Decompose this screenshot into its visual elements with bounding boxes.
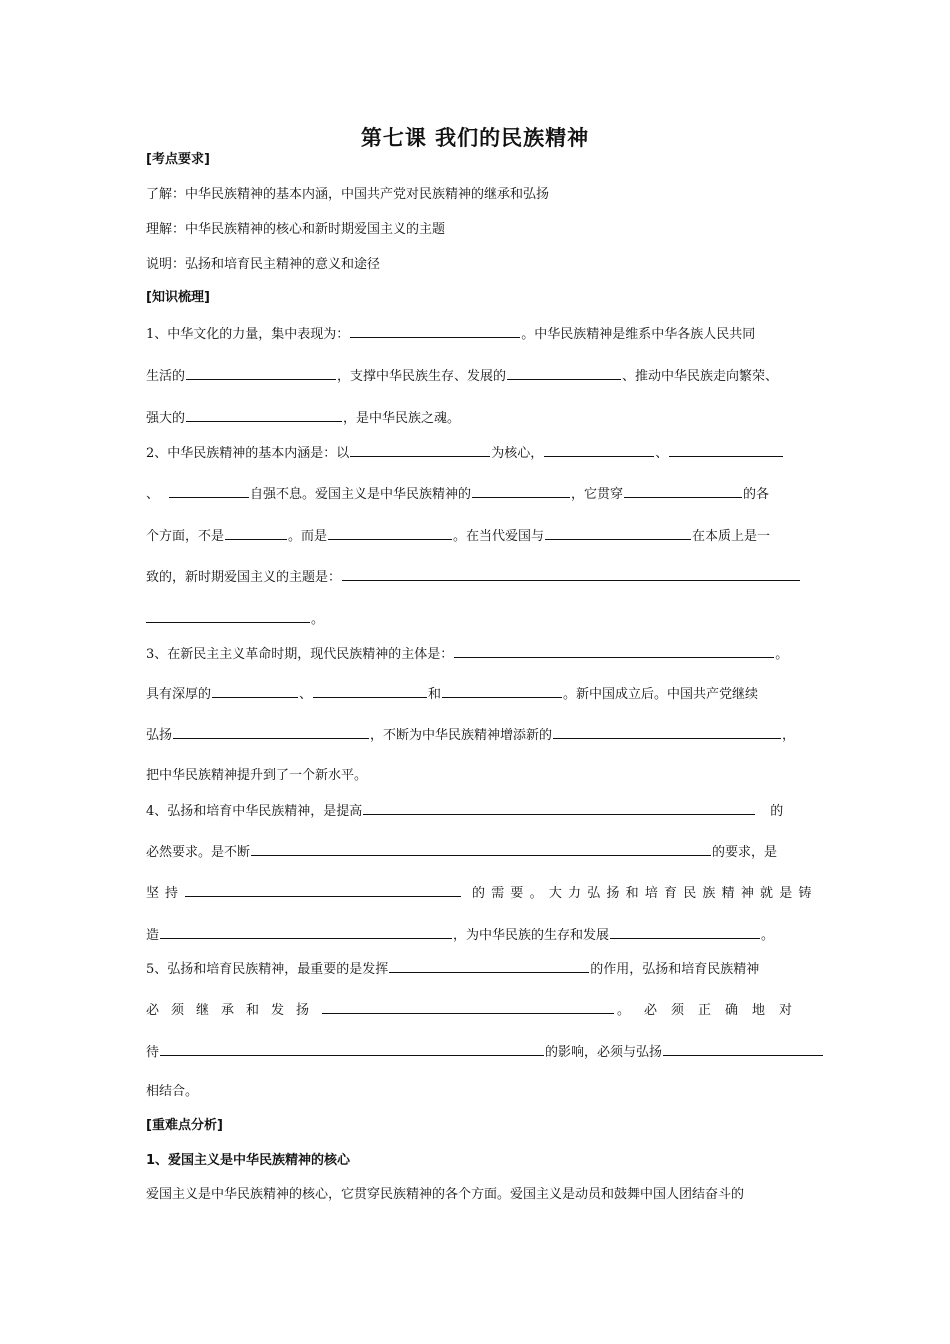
- q1-line-1: [146, 324, 755, 342]
- q3-line-3: [146, 725, 795, 743]
- text: ，不断为中华民族精神增添新的: [370, 728, 553, 743]
- blank[interactable]: [454, 644, 774, 658]
- blank[interactable]: [544, 443, 654, 457]
- requirement-comprehend: 理解：中华民族精神的核心和新时期爱国主义的主题: [146, 222, 446, 237]
- text: 、推动中华民族走向繁荣、: [622, 369, 779, 384]
- text: 。: [311, 612, 325, 627]
- q4-line-2: [146, 842, 777, 860]
- blank[interactable]: [322, 1000, 614, 1014]
- q4-line-1: [146, 801, 783, 819]
- blank[interactable]: [669, 443, 783, 457]
- text: 的影响，必须与弘扬: [545, 1045, 663, 1060]
- text: ，为中华民族的生存和发展: [453, 928, 610, 943]
- blank[interactable]: [185, 883, 461, 897]
- text: 、: [299, 687, 313, 702]
- text: ，是中华民族之魂。: [343, 411, 461, 426]
- text: ，: [782, 728, 796, 743]
- q3-line-1: [146, 644, 788, 662]
- blank[interactable]: [389, 959, 589, 973]
- q2-line-2: [146, 484, 769, 502]
- blank[interactable]: [169, 484, 249, 498]
- text: 。: [761, 928, 775, 943]
- text: 4、弘扬和培育中华民族精神，是提高: [146, 804, 363, 819]
- requirement-understand: 了解：中华民族精神的基本内涵，中国共产党对民族精神的继承和弘扬: [146, 187, 550, 202]
- text: 。在当代爱国与: [453, 529, 545, 544]
- text: 2、中华民族精神的基本内涵是：以: [146, 446, 350, 461]
- blank[interactable]: [350, 324, 520, 338]
- blank[interactable]: [507, 366, 621, 380]
- analysis-heading: 1、爱国主义是中华民族精神的核心: [146, 1153, 351, 1168]
- blank[interactable]: [186, 366, 336, 380]
- blank[interactable]: [146, 609, 310, 623]
- text: 致的，新时期爱国主义的主题是：: [146, 570, 342, 585]
- text: 。而是: [288, 529, 328, 544]
- blank[interactable]: [225, 526, 287, 540]
- blank[interactable]: [363, 801, 755, 815]
- blank[interactable]: [212, 684, 298, 698]
- q2-line-5: [146, 609, 324, 627]
- text: 必然要求。是不断: [146, 845, 251, 860]
- q4-line-3: [146, 883, 818, 901]
- q2-line-3: [146, 526, 770, 544]
- q1-line-3: [146, 408, 460, 426]
- text: 生活的: [146, 369, 186, 384]
- text: 和: [428, 687, 442, 702]
- text: ，支撑中华民族生存、发展的: [337, 369, 507, 384]
- text: 。: [775, 647, 789, 662]
- text: 强大的: [146, 411, 186, 426]
- q5-line-3: [146, 1042, 824, 1060]
- q5-line-1: [146, 959, 759, 977]
- text: 3、在新民主主义革命时期，现代民族精神的主体是：: [146, 647, 454, 662]
- text: 造: [146, 928, 160, 943]
- blank[interactable]: [328, 526, 452, 540]
- text: 、: [655, 446, 669, 461]
- q4-line-4: [146, 925, 774, 943]
- text: 1、中华文化的力量，集中表现为：: [146, 327, 350, 342]
- text: 在本质上是一: [692, 529, 771, 544]
- blank[interactable]: [350, 443, 490, 457]
- q1-line-2: [146, 366, 778, 384]
- blank[interactable]: [663, 1042, 823, 1056]
- text: 的各: [743, 487, 770, 502]
- text: 待: [146, 1045, 160, 1060]
- blank[interactable]: [160, 1042, 544, 1056]
- q3-line-2: [146, 684, 758, 702]
- text: 、: [146, 487, 160, 502]
- text: ，它贯穿: [571, 487, 624, 502]
- text: 坚持: [146, 886, 185, 901]
- blank[interactable]: [624, 484, 742, 498]
- text: 。新中国成立后。中国共产党继续: [563, 687, 759, 702]
- blank[interactable]: [553, 725, 781, 739]
- blank[interactable]: [173, 725, 369, 739]
- text: 的: [770, 804, 784, 819]
- text: 自强不息。爱国主义是中华民族精神的: [250, 487, 472, 502]
- text: 必须继承和发扬: [146, 1003, 322, 1018]
- text: 个方面，不是: [146, 529, 225, 544]
- page-title: 第七课 我们的民族精神: [360, 126, 590, 150]
- section-heading-analysis: [重难点分析]: [146, 1118, 223, 1133]
- blank[interactable]: [251, 842, 711, 856]
- blank[interactable]: [610, 925, 760, 939]
- blank[interactable]: [442, 684, 562, 698]
- text: 的需要。大力弘扬和培育民族精神就是铸: [472, 886, 818, 901]
- text: 的要求，是: [712, 845, 778, 860]
- q5-line-2: [146, 1000, 806, 1018]
- text: 弘扬: [146, 728, 173, 743]
- blank[interactable]: [342, 567, 800, 581]
- blank[interactable]: [160, 925, 452, 939]
- analysis-text: 爱国主义是中华民族精神的核心，它贯穿民族精神的各个方面。爱国主义是动员和鼓舞中国人团结奋斗的: [146, 1187, 745, 1202]
- q2-line-4: [146, 567, 801, 585]
- text: 具有深厚的: [146, 687, 212, 702]
- blank[interactable]: [313, 684, 427, 698]
- requirement-explain: 说明：弘扬和培育民主精神的意义和途径: [146, 257, 381, 272]
- q3-line-4: 把中华民族精神提升到了一个新水平。: [146, 768, 368, 783]
- section-heading-requirements: [考点要求]: [146, 152, 210, 167]
- text: 的作用，弘扬和培育民族精神: [590, 962, 760, 977]
- blank[interactable]: [545, 526, 691, 540]
- q2-line-1: [146, 443, 784, 461]
- text: 为核心，: [491, 446, 544, 461]
- text: 5、弘扬和培育民族精神，最重要的是发挥: [146, 962, 389, 977]
- text: 。必须正确地对: [617, 1003, 807, 1018]
- blank[interactable]: [186, 408, 342, 422]
- blank[interactable]: [472, 484, 570, 498]
- section-heading-knowledge: [知识梳理]: [146, 290, 210, 305]
- q5-line-4: 相结合。: [146, 1084, 199, 1099]
- text: 。中华民族精神是维系中华各族人民共同: [521, 327, 756, 342]
